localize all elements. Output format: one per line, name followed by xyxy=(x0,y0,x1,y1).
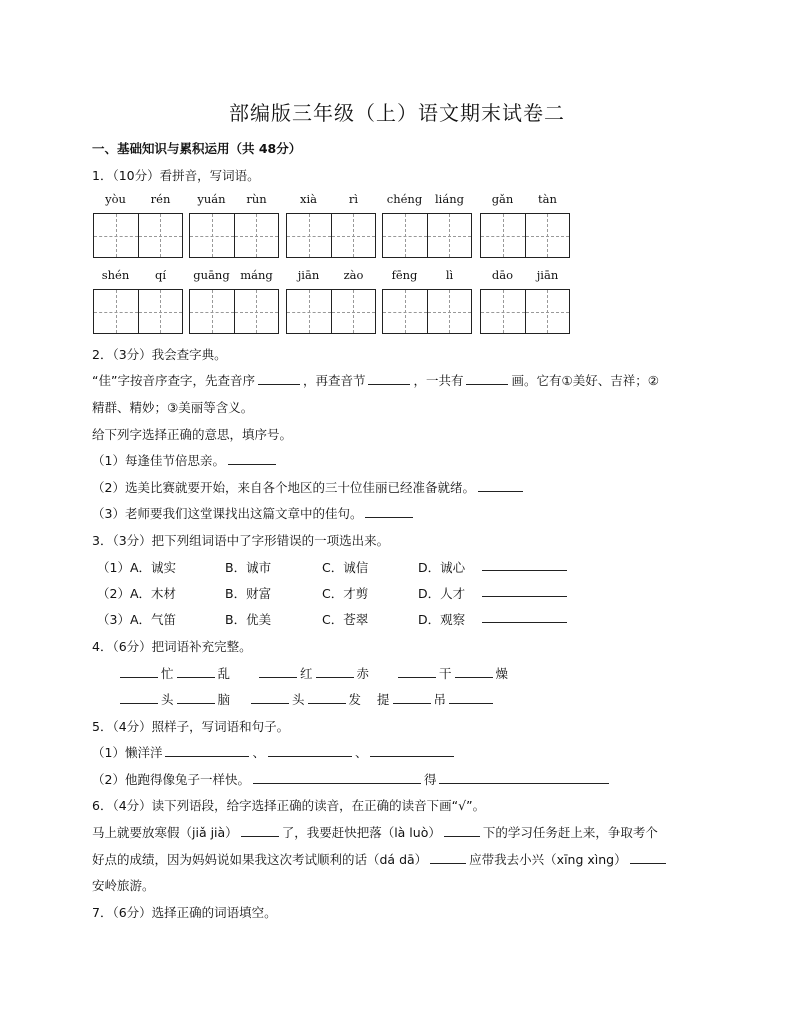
answer-blank[interactable] xyxy=(439,771,609,784)
answer-blank[interactable] xyxy=(466,372,508,385)
grid-cell[interactable] xyxy=(526,214,570,257)
question-6-label: 6．（4分）读下列语段，给字选择正确的读音，在正确的读音下画“√”。 xyxy=(92,798,486,813)
grid-cell[interactable] xyxy=(383,290,428,333)
option-d: D．观察 xyxy=(418,612,466,627)
question-2-line-3: 给下列字选择正确的意思，填序号。 xyxy=(92,427,293,442)
pinyin-syllable: rén xyxy=(150,192,171,206)
answer-blank[interactable] xyxy=(241,824,279,837)
option-b: B．优美 xyxy=(225,612,272,627)
page-title: 部编版三年级（上）语文期末试卷二 xyxy=(229,101,565,125)
grid-cell[interactable] xyxy=(526,290,570,333)
pinyin-syllable: dāo xyxy=(491,268,514,282)
pinyin-syllable: yòu xyxy=(105,192,126,206)
question-5-label: 5．（4分）照样子，写词语和句子。 xyxy=(92,719,290,734)
question-2-sentence-1: （1）每逢佳节倍思亲。 xyxy=(92,451,279,469)
pinyin-syllable: tàn xyxy=(538,192,557,206)
answer-blank[interactable] xyxy=(120,691,158,704)
answer-blank[interactable] xyxy=(630,851,666,864)
answer-blank[interactable] xyxy=(259,665,297,678)
answer-blank[interactable] xyxy=(251,691,289,704)
answer-blank[interactable] xyxy=(316,665,354,678)
answer-blank[interactable] xyxy=(482,584,567,597)
grid-cell[interactable] xyxy=(332,214,376,257)
pinyin-syllable: zào xyxy=(343,268,364,282)
question-7-label: 7．（6分）选择正确的词语填空。 xyxy=(92,905,277,920)
grid-cell[interactable] xyxy=(287,214,332,257)
writing-grid[interactable] xyxy=(93,289,183,334)
option-a: （2）A．木材 xyxy=(97,586,177,601)
answer-blank[interactable] xyxy=(258,372,300,385)
answer-blank[interactable] xyxy=(268,744,352,757)
answer-blank[interactable] xyxy=(165,744,249,757)
option-d: D．诚心 xyxy=(418,560,466,575)
question-6-line-1: 马上就要放寒假（jiǎ jià） 了，我要赶快把落（là luò） 下的学习任务赶上来，争取考个 xyxy=(92,825,658,840)
writing-grid[interactable] xyxy=(189,289,279,334)
grid-cell[interactable] xyxy=(235,214,279,257)
pinyin-syllable: lì xyxy=(445,268,454,282)
writing-grid[interactable] xyxy=(286,213,376,258)
question-6-line-2: 好点的成绩，因为妈妈说如果我这次考试顺利的话（dá dā） 应带我去小兴（xīng xìng） xyxy=(92,850,669,868)
option-b: B．财富 xyxy=(225,586,272,601)
writing-grid[interactable] xyxy=(480,213,570,258)
answer-blank[interactable] xyxy=(455,665,493,678)
pinyin-syllable: máng xyxy=(240,268,273,282)
question-6-line-3: 安岭旅游。 xyxy=(92,878,155,893)
question-2-line-1: “佳”字按音序查字，先查音序 ，再查音节 ，一共有 画。它有①美好、吉祥；② xyxy=(92,373,659,388)
grid-cell[interactable] xyxy=(383,214,428,257)
answer-blank[interactable] xyxy=(120,665,158,678)
option-c: C．才剪 xyxy=(322,586,369,601)
question-5-item-2: （2）他跑得像兔子一样快。 得 xyxy=(92,770,612,788)
answer-blank[interactable] xyxy=(228,452,276,465)
answer-line[interactable] xyxy=(476,558,567,574)
grid-cell[interactable] xyxy=(139,290,183,333)
pinyin-syllable: yuán xyxy=(197,192,226,206)
pinyin-syllable: gǎn xyxy=(491,192,514,206)
section-heading: 一、基础知识与累积运用（共 48分） xyxy=(92,141,302,156)
grid-cell[interactable] xyxy=(287,290,332,333)
grid-cell[interactable] xyxy=(428,214,472,257)
answer-blank[interactable] xyxy=(430,851,466,864)
grid-cell[interactable] xyxy=(481,214,526,257)
option-a: （3）A．气笛 xyxy=(97,612,177,627)
answer-blank[interactable] xyxy=(449,691,493,704)
writing-grid[interactable] xyxy=(189,213,279,258)
pinyin-syllable: jiān xyxy=(536,268,559,282)
question-4-label: 4．（6分）把词语补充完整。 xyxy=(92,639,252,654)
option-c: C．苍翠 xyxy=(322,612,369,627)
writing-grid[interactable] xyxy=(382,213,472,258)
pinyin-syllable: chéng xyxy=(386,192,423,206)
grid-cell[interactable] xyxy=(332,290,376,333)
pinyin-syllable: jiān xyxy=(297,268,320,282)
option-b: B．诚市 xyxy=(225,560,272,575)
question-1-label: 1．（10分）看拼音，写词语。 xyxy=(92,168,260,183)
question-2-sentence-2: （2）选美比赛就要开始，来自各个地区的三十位佳丽已经准备就绪。 xyxy=(92,478,526,496)
option-c: C．诚信 xyxy=(322,560,369,575)
grid-cell[interactable] xyxy=(94,290,139,333)
writing-grid[interactable] xyxy=(480,289,570,334)
pinyin-syllable: qí xyxy=(154,268,167,282)
pinyin-syllable: rùn xyxy=(246,192,267,206)
answer-blank[interactable] xyxy=(177,691,215,704)
answer-blank[interactable] xyxy=(365,505,413,518)
pinyin-syllable: guāng xyxy=(193,268,230,282)
question-2-line-2: 精群、精妙；③美丽等含义。 xyxy=(92,400,254,415)
answer-blank[interactable] xyxy=(370,744,454,757)
grid-cell[interactable] xyxy=(481,290,526,333)
pinyin-syllable: rì xyxy=(348,192,359,206)
answer-line[interactable] xyxy=(476,584,567,600)
answer-blank[interactable] xyxy=(253,771,421,784)
pinyin-syllable: xià xyxy=(299,192,318,206)
option-d: D．人才 xyxy=(418,586,466,601)
question-2-sentence-3: （3）老师要我们这堂课找出这篇文章中的佳句。 xyxy=(92,504,416,522)
writing-grid[interactable] xyxy=(382,289,472,334)
answer-blank[interactable] xyxy=(482,610,567,623)
answer-blank[interactable] xyxy=(478,479,523,492)
answer-blank[interactable] xyxy=(398,665,436,678)
writing-grid[interactable] xyxy=(93,213,183,258)
writing-grid[interactable] xyxy=(286,289,376,334)
answer-blank[interactable] xyxy=(177,665,215,678)
grid-cell[interactable] xyxy=(190,214,235,257)
question-3-label: 3．（3分）把下列组词语中了字形错误的一项选出来。 xyxy=(92,533,390,548)
answer-blank[interactable] xyxy=(308,691,346,704)
grid-cell[interactable] xyxy=(94,214,139,257)
grid-cell[interactable] xyxy=(235,290,279,333)
answer-line[interactable] xyxy=(476,610,567,626)
answer-blank[interactable] xyxy=(482,558,567,571)
question-5-item-1: （1）懒洋洋 、 、 xyxy=(92,743,457,761)
answer-blank[interactable] xyxy=(393,691,431,704)
question-4-row-2: 头 脑 头 发 提 吊 xyxy=(117,690,496,708)
option-a: （1）A．诚实 xyxy=(97,560,177,575)
grid-cell[interactable] xyxy=(428,290,472,333)
pinyin-syllable: fēng xyxy=(391,268,418,282)
question-4-row-1: 忙 乱 红 赤 干 燥 xyxy=(117,664,508,682)
answer-blank[interactable] xyxy=(444,824,480,837)
question-2-label: 2．（3分）我会查字典。 xyxy=(92,347,227,362)
pinyin-syllable: liáng xyxy=(435,192,464,206)
grid-cell[interactable] xyxy=(139,214,183,257)
pinyin-syllable: shén xyxy=(101,268,130,282)
grid-cell[interactable] xyxy=(190,290,235,333)
answer-blank[interactable] xyxy=(368,372,410,385)
